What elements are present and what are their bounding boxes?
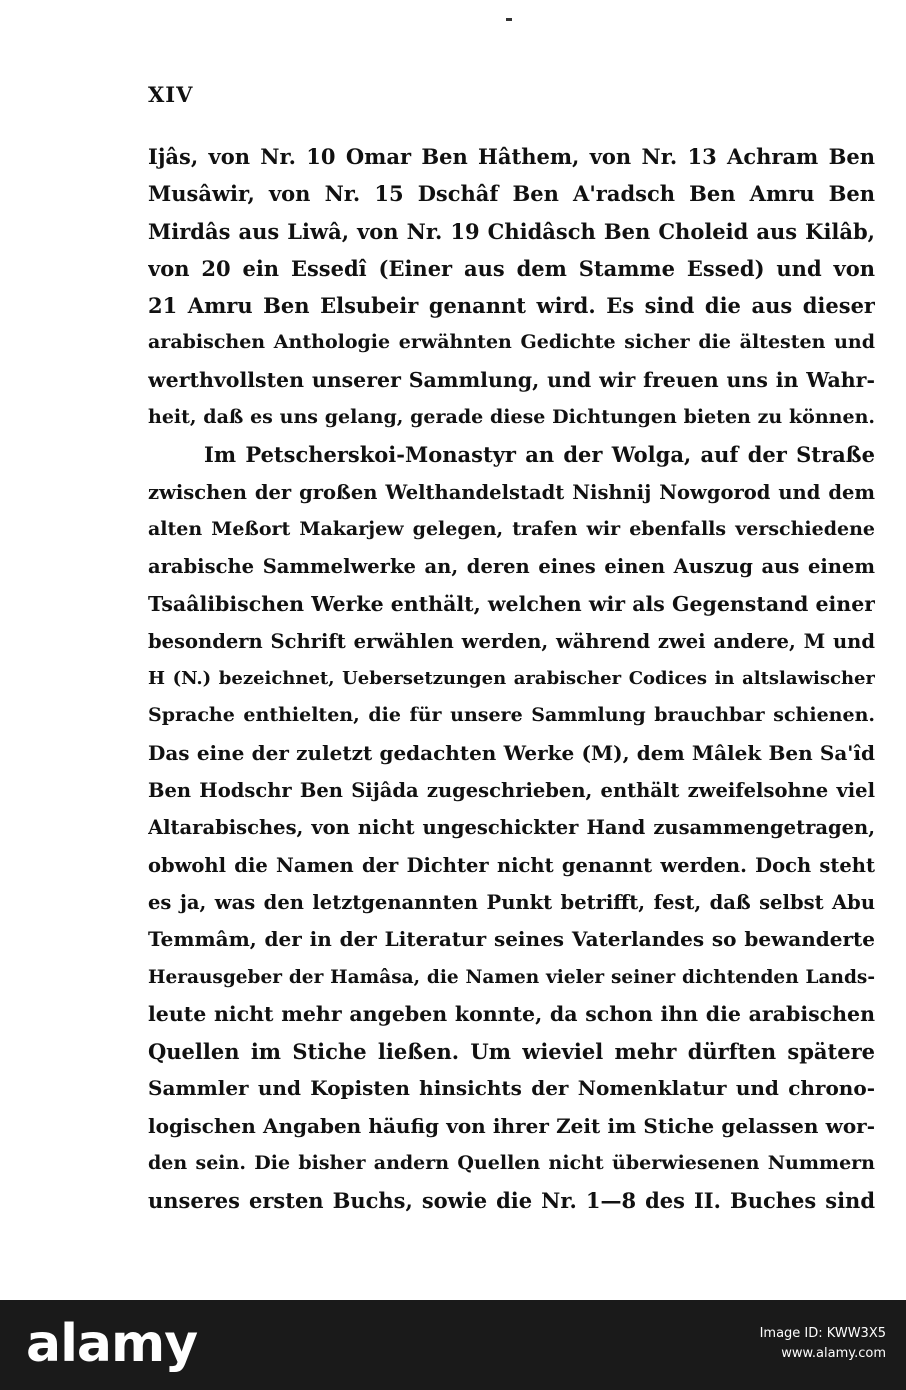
image-id-block bbox=[760, 1324, 886, 1364]
text-line: obwohl die Namen der Dichter nicht genannt werden. Doch steht bbox=[148, 853, 875, 877]
text-line: leute nicht mehr angeben konnte, da schon ihn die arabischen bbox=[148, 1001, 875, 1026]
paragraph-start-line: Im Petscherskoi-Monastyr an der Wolga, auf der Straße bbox=[204, 442, 875, 468]
text-line: H (N.) bezeichnet, Uebersetzungen arabischer Codices in altslawischer bbox=[148, 668, 875, 690]
text-line: zwischen der großen Welthandelstadt Nishnij Nowgorod und dem bbox=[148, 480, 875, 504]
text-line: Das eine der zuletzt gedachten Werke (M), dem Mâlek Ben Sa'îd bbox=[148, 740, 875, 765]
website-label: www.alamy.com bbox=[781, 1346, 886, 1361]
body-text bbox=[148, 138, 875, 1220]
text-line: werthvollsten unserer Sammlung, und wir freuen uns in Wahr- bbox=[148, 367, 875, 392]
text-line: Ijâs, von Nr. 10 Omar Ben Hâthem, von Nr. 13 Achram Ben bbox=[148, 144, 875, 169]
text-line: Ben Hodschr Ben Sijâda zugeschrieben, enthält zweifelsohne viel bbox=[148, 779, 875, 803]
text-line: Sprache enthielten, die für unsere Sammlung brauchbar schienen. bbox=[148, 704, 875, 727]
text-line: Altarabisches, von nicht ungeschickter Hand zusammengetragen, bbox=[148, 816, 875, 840]
text-line: arabische Sammelwerke an, deren eines einen Auszug aus einem bbox=[148, 555, 875, 579]
text-line: arabischen Anthologie erwähnten Gedichte sicher die ältesten und bbox=[148, 331, 875, 354]
text-line: es ja, was den letztgenannten Punkt betrifft, fest, daß selbst Abu bbox=[148, 890, 875, 914]
page-number: XIV bbox=[148, 82, 194, 107]
text-line: Quellen im Stiche ließen. Um wieviel mehr dürften spätere bbox=[148, 1039, 875, 1065]
image-id-label: Image ID: KWW3X5 bbox=[759, 1326, 886, 1341]
text-line: heit, daß es uns gelang, gerade diese Dichtungen bieten zu können. bbox=[148, 406, 875, 429]
text-line: den sein. Die bisher andern Quellen nicht überwiesenen Nummern bbox=[148, 1152, 875, 1175]
text-line: besondern Schrift erwählen werden, während zwei andere, M und bbox=[148, 629, 875, 653]
scan-mark bbox=[506, 18, 512, 21]
text-line: unseres ersten Buchs, sowie die Nr. 1—8 des II. Buches sind bbox=[148, 1188, 875, 1214]
alamy-logo: alamy bbox=[26, 1314, 198, 1374]
text-line: 21 Amru Ben Elsubeir genannt wird. Es sind die aus dieser bbox=[148, 293, 875, 319]
text-line: Mirdâs aus Liwâ, von Nr. 19 Chidâsch Ben Choleid aus Kilâb, bbox=[148, 218, 875, 244]
text-line: logischen Angaben häufig von ihrer Zeit im Stiche gelassen wor- bbox=[148, 1113, 875, 1138]
text-line: Tsaâlibischen Werke enthält, welchen wir als Gegenstand einer bbox=[148, 591, 875, 616]
text-line: Temmâm, der in der Literatur seines Vaterlandes so bewanderte bbox=[148, 927, 875, 952]
watermark-footer bbox=[0, 1300, 906, 1390]
text-line: Sammler und Kopisten hinsichts der Nomenklatur und chrono- bbox=[148, 1076, 875, 1101]
text-line: Herausgeber der Hamâsa, die Namen vieler seiner dichtenden Lands- bbox=[148, 966, 875, 988]
text-line: Musâwir, von Nr. 15 Dschâf Ben A'radsch Ben Amru Ben bbox=[148, 181, 875, 207]
text-line: von 20 ein Essedî (Einer aus dem Stamme Essed) und von bbox=[148, 255, 875, 281]
text-line: alten Meßort Makarjew gelegen, trafen wir ebenfalls verschiedene bbox=[148, 517, 875, 540]
